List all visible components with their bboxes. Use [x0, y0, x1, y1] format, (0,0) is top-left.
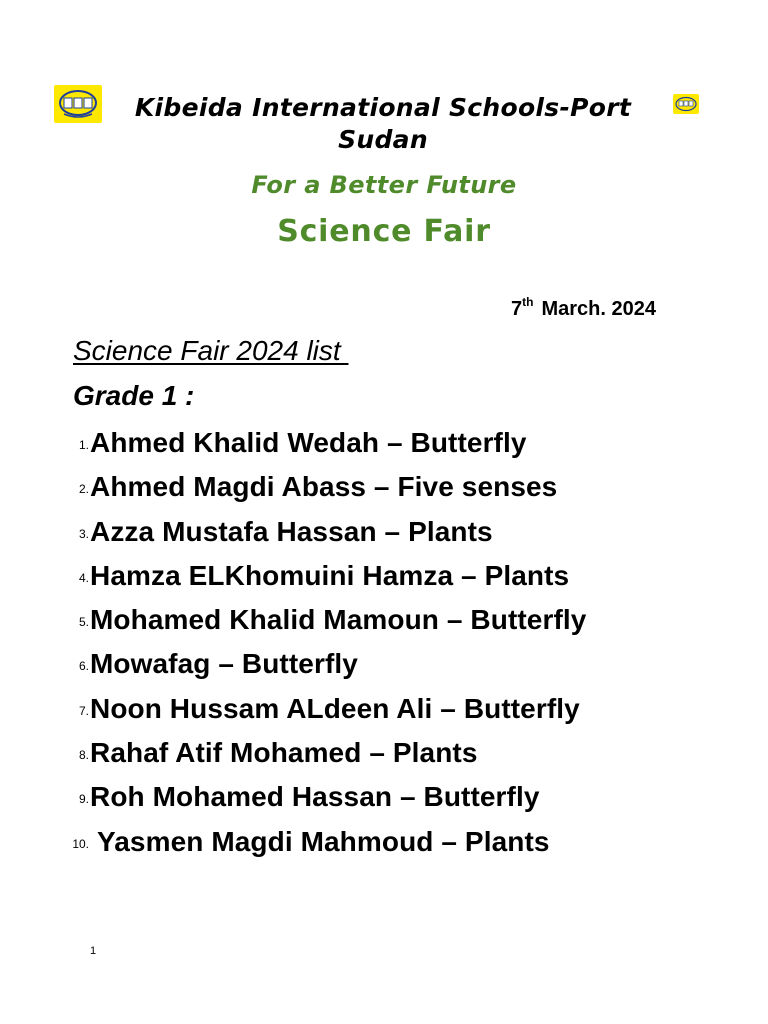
school-logo-left	[54, 85, 102, 123]
list-item-number: 10.	[72, 836, 89, 851]
page-number: 1	[90, 945, 97, 957]
school-logo-right	[673, 94, 699, 114]
list-item-number: 3.	[78, 526, 89, 541]
list-item-text: Ahmed Khalid Wedah – Butterfly	[90, 427, 527, 458]
school-motto: For a Better Future	[251, 171, 517, 199]
list-item-text: Rahaf Atif Mohamed – Plants	[90, 737, 478, 769]
list-item-number: 1.	[78, 438, 89, 452]
list-item-number: 6.	[78, 659, 89, 674]
list-item-number: 8.	[78, 748, 89, 763]
date-day: 7	[511, 298, 523, 320]
list-item-text: Mohamed Khalid Mamoun – Butterfly	[90, 604, 587, 636]
document-date	[511, 296, 656, 322]
list-item-text: Mowafag – Butterfly	[90, 648, 358, 680]
list-item-number: 4.	[78, 570, 89, 585]
school-crest-icon	[675, 96, 697, 112]
list-item-text: Roh Mohamed Hassan – Butterfly	[90, 781, 540, 813]
date-month-year: March. 2024	[541, 298, 656, 320]
list-item-text: Yasmen Magdi Mahmoud – Plants	[97, 825, 550, 857]
list-item-text: Ahmed Magdi Abass – Five senses	[90, 471, 558, 503]
page-title: Science Fair	[277, 214, 491, 249]
grade-heading: Grade 1 :	[73, 380, 195, 411]
school-crest-icon	[58, 89, 98, 119]
list-item-number: 7.	[78, 703, 89, 718]
list-item-text: Noon Hussam ALdeen Ali – Butterfly	[90, 692, 580, 724]
list-item-number: 5.	[78, 615, 89, 630]
list-item-text: Azza Mustafa Hassan – Plants	[90, 515, 493, 547]
list-item-number: 9.	[78, 792, 89, 807]
list-item-number: 2.	[78, 482, 89, 497]
list-title: Science Fair 2024 list	[73, 335, 349, 366]
date-day-suffix: th	[522, 295, 534, 309]
list-item-text: Hamza ELKhomuini Hamza – Plants	[90, 559, 570, 591]
school-name: Kibeida International Schools-Port Sudan	[134, 93, 632, 154]
